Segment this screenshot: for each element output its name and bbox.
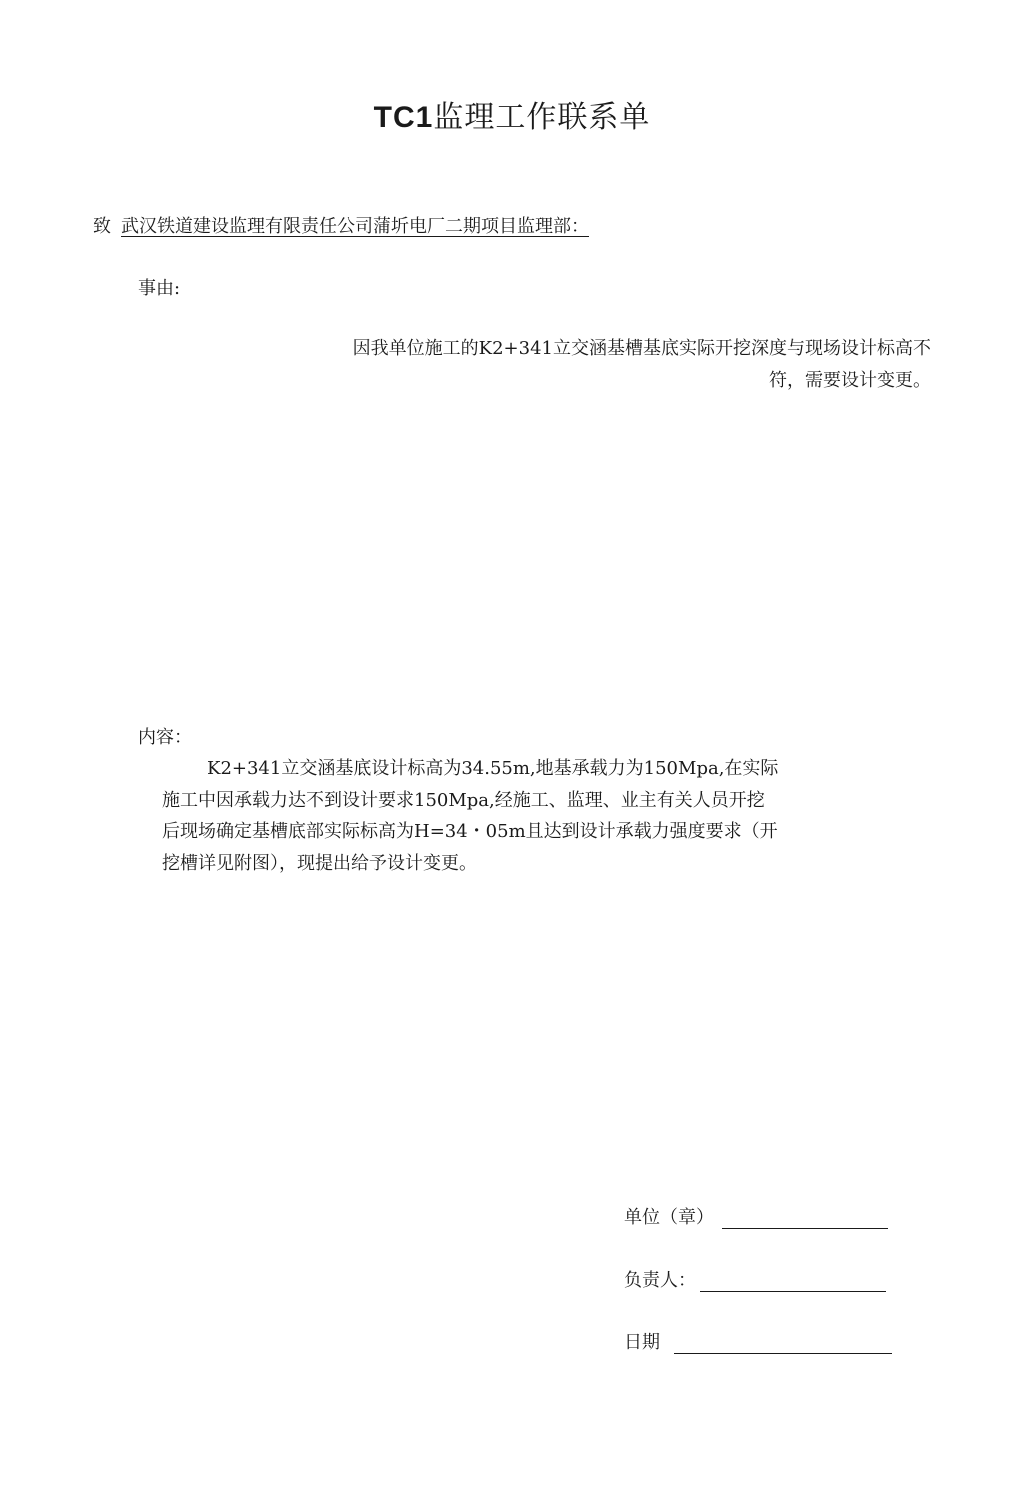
unit-seal-blank [722, 1212, 888, 1229]
date-blank [674, 1337, 892, 1354]
unit-seal-row [624, 1203, 888, 1229]
content-label: 内容： [138, 727, 192, 748]
recipient-name: 武汉铁道建设监理有限责任公司蒲圻电厂二期项目监理部： [121, 216, 589, 237]
unit-seal-label: 单位（章） [624, 1207, 714, 1228]
date-label: 日期 [624, 1332, 660, 1353]
person-in-charge-blank [700, 1275, 886, 1292]
content-text-line: 挖槽详见附图），现提出给予设计变更。 [162, 853, 477, 874]
form-code: TC1 [373, 101, 434, 134]
person-in-charge-label: 负责人： [624, 1270, 696, 1291]
reason-label: 事由: [138, 278, 181, 299]
content-text-line: K2+341立交涵基底设计标高为34.55m,地基承载力为150Mpa,在实际 [207, 758, 779, 779]
recipient-prefix: 致 [93, 216, 111, 237]
recipient-line [93, 212, 589, 238]
document-title [0, 92, 1024, 136]
reason-text-line: 符，需要设计变更。 [769, 370, 931, 391]
content-text-line: 后现场确定基槽底部实际标高为H=34・05m且达到设计承载力强度要求（开 [162, 821, 778, 842]
content-text-line: 施工中因承载力达不到设计要求150Mpa,经施工、监理、业主有关人员开挖 [162, 790, 765, 811]
person-in-charge-row [624, 1266, 886, 1292]
date-row [624, 1328, 892, 1354]
title-text: 监理工作联系单 [433, 100, 651, 135]
reason-text-line: 因我单位施工的K2+341立交涵基槽基底实际开挖深度与现场设计标高不 [352, 338, 931, 359]
